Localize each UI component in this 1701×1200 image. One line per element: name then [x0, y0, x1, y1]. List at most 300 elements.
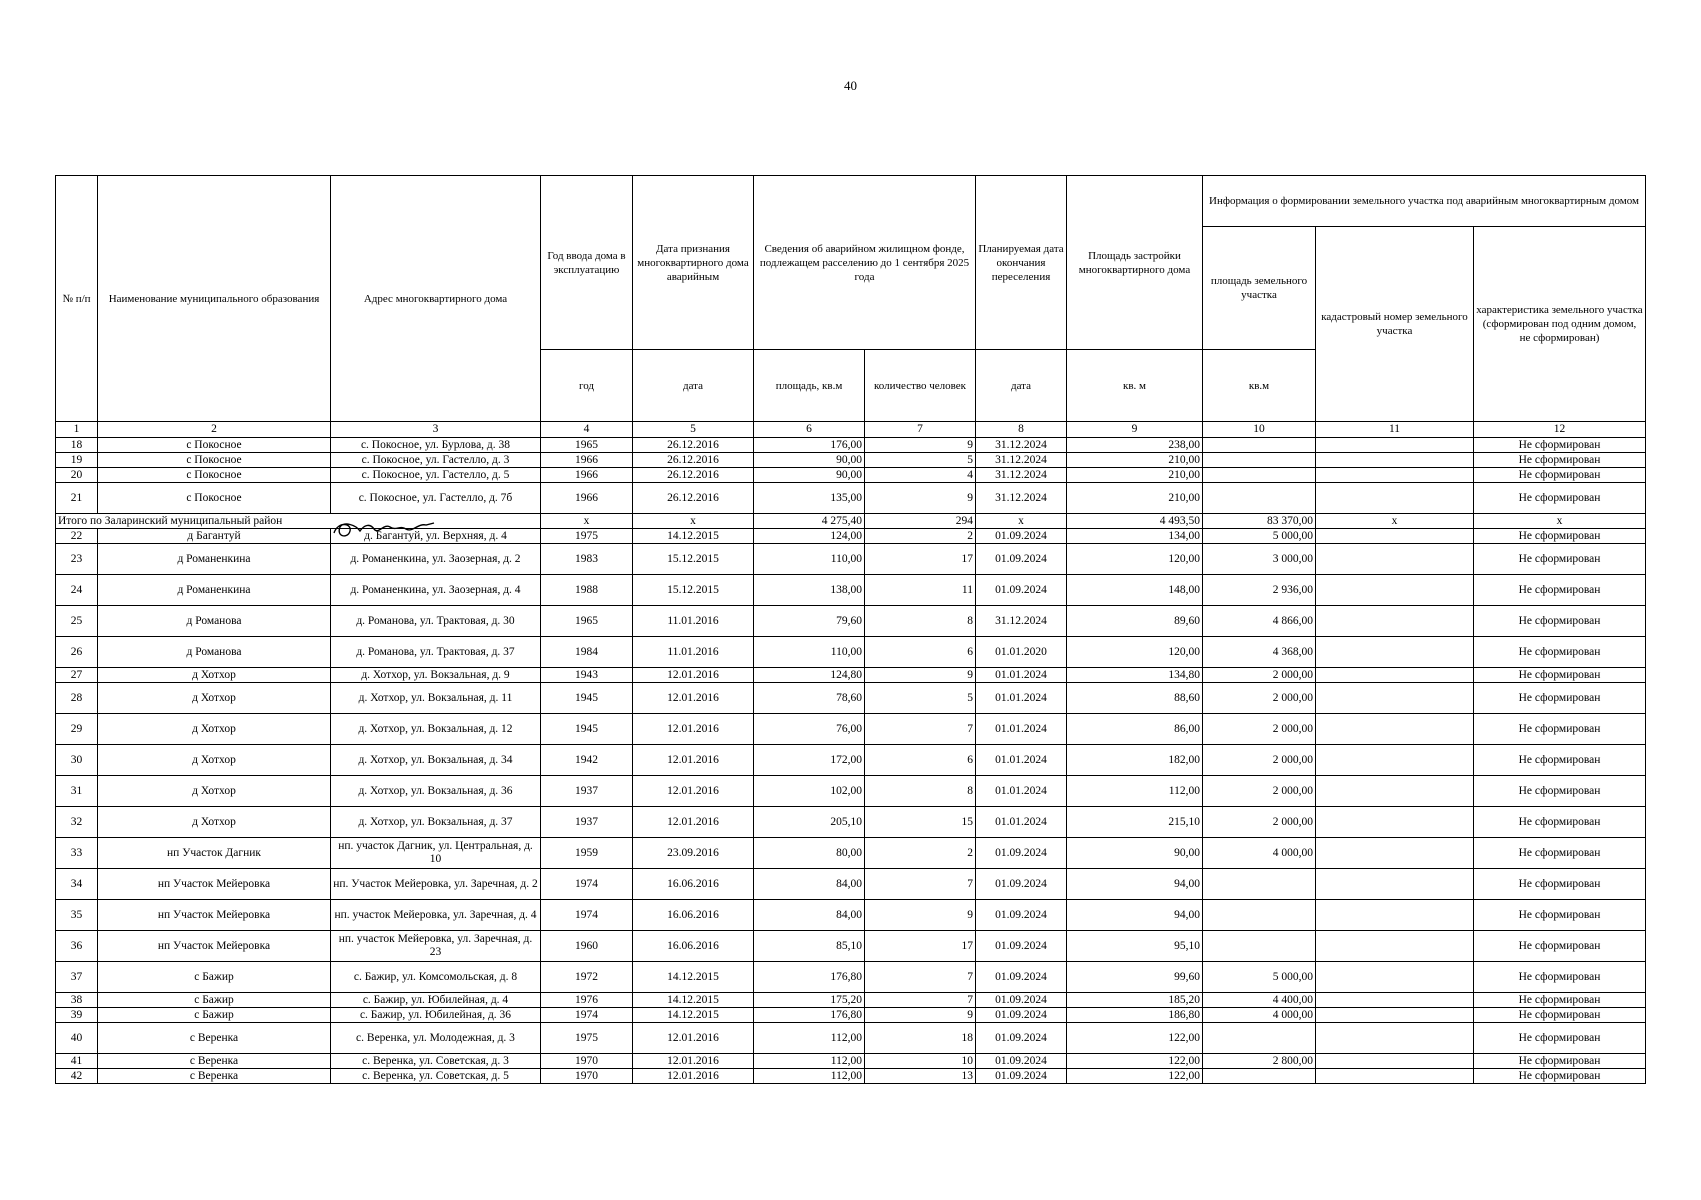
- cell-addr: д. Романова, ул. Трактовая, д. 30: [331, 606, 541, 637]
- cell-plan: 31.12.2024: [976, 468, 1067, 483]
- cell-area: 176,00: [754, 438, 865, 453]
- cell-n: 31: [56, 776, 98, 807]
- cell-plan: 01.09.2024: [976, 1069, 1067, 1084]
- cell-char: Не сформирован: [1474, 745, 1646, 776]
- cell-year: 1966: [541, 483, 633, 514]
- cell-people: 9: [865, 668, 976, 683]
- cell-plan: 01.09.2024: [976, 1023, 1067, 1054]
- cell-plan: 01.09.2024: [976, 529, 1067, 544]
- cell-date: 16.06.2016: [633, 900, 754, 931]
- cell-n: 38: [56, 993, 98, 1008]
- cell-year: 1988: [541, 575, 633, 606]
- cell-build: 122,00: [1067, 1023, 1203, 1054]
- cell-addr: с. Покосное, ул. Гастелло, д. 5: [331, 468, 541, 483]
- page-number: 40: [844, 78, 857, 93]
- cell-year: 1959: [541, 838, 633, 869]
- table-row: [56, 453, 1646, 468]
- cell-cad: [1316, 529, 1474, 544]
- cell-n: 18: [56, 438, 98, 453]
- cell-plan: 31.12.2024: [976, 483, 1067, 514]
- cell-cad: [1316, 714, 1474, 745]
- cell-date: 12.01.2016: [633, 683, 754, 714]
- cell-plan: 01.01.2024: [976, 683, 1067, 714]
- cell-char: Не сформирован: [1474, 931, 1646, 962]
- total-label: Итого по Заларинский муниципальный район: [56, 514, 541, 529]
- handwritten-signature: [330, 519, 450, 541]
- table-row: [56, 483, 1646, 514]
- cell-cad: [1316, 1054, 1474, 1069]
- cell-addr: д. Романенкина, ул. Заозерная, д. 4: [331, 575, 541, 606]
- table-row: [56, 714, 1646, 745]
- cell-plan: 01.09.2024: [976, 900, 1067, 931]
- cell-date: 12.01.2016: [633, 745, 754, 776]
- cell-build: 186,80: [1067, 1008, 1203, 1023]
- cell-plan: 01.09.2024: [976, 993, 1067, 1008]
- cell-cad: [1316, 993, 1474, 1008]
- table-row: [56, 869, 1646, 900]
- cell-people: 7: [865, 993, 976, 1008]
- cell-date: 14.12.2015: [633, 1008, 754, 1023]
- table-row: [56, 1054, 1646, 1069]
- cell-build: 120,00: [1067, 637, 1203, 668]
- table-row: [56, 544, 1646, 575]
- cell-build: 215,10: [1067, 807, 1203, 838]
- cell-char: Не сформирован: [1474, 1054, 1646, 1069]
- cell-people: 8: [865, 606, 976, 637]
- cell-year: 1937: [541, 807, 633, 838]
- cell-char: Не сформирован: [1474, 606, 1646, 637]
- cell-date: 12.01.2016: [633, 1023, 754, 1054]
- cell-char: x: [1474, 514, 1646, 529]
- cell-area: 4 275,40: [754, 514, 865, 529]
- cell-char: Не сформирован: [1474, 575, 1646, 606]
- cell-area: 205,10: [754, 807, 865, 838]
- cell-addr: д. Хотхор, ул. Вокзальная, д. 11: [331, 683, 541, 714]
- cell-n: 34: [56, 869, 98, 900]
- cell-area: 84,00: [754, 900, 865, 931]
- cell-n: 40: [56, 1023, 98, 1054]
- cell-char: Не сформирован: [1474, 683, 1646, 714]
- column-number: 6: [754, 422, 865, 438]
- column-number: 7: [865, 422, 976, 438]
- cell-year: 1975: [541, 1023, 633, 1054]
- cell-char: Не сформирован: [1474, 468, 1646, 483]
- cell-mun: нп Участок Мейеровка: [98, 869, 331, 900]
- cell-year: 1970: [541, 1069, 633, 1084]
- cell-plan: 01.01.2024: [976, 745, 1067, 776]
- cell-mun: д Багантуй: [98, 529, 331, 544]
- header-municipality: Наименование муниципального образования: [98, 176, 331, 422]
- cell-plan: 01.09.2024: [976, 575, 1067, 606]
- column-number: 8: [976, 422, 1067, 438]
- column-number: 10: [1203, 422, 1316, 438]
- cell-area: 112,00: [754, 1069, 865, 1084]
- cell-n: 25: [56, 606, 98, 637]
- cell-n: 36: [56, 931, 98, 962]
- cell-build: 90,00: [1067, 838, 1203, 869]
- cell-date: 26.12.2016: [633, 453, 754, 468]
- cell-plan: 01.09.2024: [976, 931, 1067, 962]
- cell-build: 185,20: [1067, 993, 1203, 1008]
- table-row: [56, 1023, 1646, 1054]
- cell-cad: [1316, 483, 1474, 514]
- cell-people: 2: [865, 838, 976, 869]
- cell-area: 176,80: [754, 1008, 865, 1023]
- table-row: [56, 776, 1646, 807]
- column-number: 9: [1067, 422, 1203, 438]
- cell-land: 4 368,00: [1203, 637, 1316, 668]
- table-row: [56, 900, 1646, 931]
- cell-area: 102,00: [754, 776, 865, 807]
- cell-people: 7: [865, 962, 976, 993]
- cell-land: 2 800,00: [1203, 1054, 1316, 1069]
- cell-people: 9: [865, 1008, 976, 1023]
- cell-land: 2 000,00: [1203, 668, 1316, 683]
- cell-people: 2: [865, 529, 976, 544]
- cell-cad: [1316, 575, 1474, 606]
- cell-people: 7: [865, 714, 976, 745]
- cell-n: 37: [56, 962, 98, 993]
- cell-addr: нп. участок Дагник, ул. Центральная, д. 10: [331, 838, 541, 869]
- cell-n: 23: [56, 544, 98, 575]
- cell-cad: [1316, 1008, 1474, 1023]
- table-row: [56, 931, 1646, 962]
- cell-date: 15.12.2015: [633, 544, 754, 575]
- cell-build: 99,60: [1067, 962, 1203, 993]
- cell-mun: нп Участок Мейеровка: [98, 900, 331, 931]
- cell-mun: с Покосное: [98, 483, 331, 514]
- table-row: [56, 637, 1646, 668]
- header-build-area: Площадь застройки многоквартирного дома: [1067, 176, 1203, 350]
- cell-area: 172,00: [754, 745, 865, 776]
- cell-addr: д. Хотхор, ул. Вокзальная, д. 9: [331, 668, 541, 683]
- cell-char: Не сформирован: [1474, 1023, 1646, 1054]
- table-row: [56, 575, 1646, 606]
- cell-build: 95,10: [1067, 931, 1203, 962]
- cell-addr: нп. участок Мейеровка, ул. Заречная, д. 4: [331, 900, 541, 931]
- cell-year: 1984: [541, 637, 633, 668]
- cell-land: [1203, 483, 1316, 514]
- cell-people: 7: [865, 869, 976, 900]
- cell-plan: 01.09.2024: [976, 869, 1067, 900]
- cell-date: 26.12.2016: [633, 483, 754, 514]
- cell-people: 6: [865, 637, 976, 668]
- table-row: [56, 993, 1646, 1008]
- cell-land: 5 000,00: [1203, 529, 1316, 544]
- cell-plan: 01.09.2024: [976, 962, 1067, 993]
- header-cadastral: кадастровый номер земельного участка: [1316, 227, 1474, 422]
- cell-people: 17: [865, 544, 976, 575]
- cell-year: 1974: [541, 1008, 633, 1023]
- cell-addr: нп. участок Мейеровка, ул. Заречная, д. 23: [331, 931, 541, 962]
- cell-build: 94,00: [1067, 869, 1203, 900]
- cell-n: 42: [56, 1069, 98, 1084]
- cell-char: Не сформирован: [1474, 544, 1646, 575]
- cell-cad: [1316, 745, 1474, 776]
- cell-date: 14.12.2015: [633, 962, 754, 993]
- cell-land: 3 000,00: [1203, 544, 1316, 575]
- unit-sqm: кв. м: [1067, 350, 1203, 422]
- cell-build: 89,60: [1067, 606, 1203, 637]
- cell-char: Не сформирован: [1474, 776, 1646, 807]
- cell-build: 120,00: [1067, 544, 1203, 575]
- cell-year: 1983: [541, 544, 633, 575]
- cell-build: 134,80: [1067, 668, 1203, 683]
- cell-plan: 01.01.2024: [976, 776, 1067, 807]
- cell-date: 16.06.2016: [633, 869, 754, 900]
- cell-char: Не сформирован: [1474, 714, 1646, 745]
- cell-year: 1975: [541, 529, 633, 544]
- cell-year: 1970: [541, 1054, 633, 1069]
- cell-year: 1965: [541, 438, 633, 453]
- cell-people: 294: [865, 514, 976, 529]
- cell-n: 24: [56, 575, 98, 606]
- cell-area: 85,10: [754, 931, 865, 962]
- cell-mun: д Хотхор: [98, 683, 331, 714]
- cell-year: 1943: [541, 668, 633, 683]
- cell-area: 78,60: [754, 683, 865, 714]
- cell-land: 4 866,00: [1203, 606, 1316, 637]
- cell-char: Не сформирован: [1474, 483, 1646, 514]
- cell-people: 9: [865, 483, 976, 514]
- cell-addr: с. Бажир, ул. Юбилейная, д. 36: [331, 1008, 541, 1023]
- cell-cad: [1316, 1069, 1474, 1084]
- cell-people: 6: [865, 745, 976, 776]
- cell-mun: с Веренка: [98, 1054, 331, 1069]
- cell-mun: д Романова: [98, 637, 331, 668]
- cell-people: 17: [865, 931, 976, 962]
- cell-char: Не сформирован: [1474, 838, 1646, 869]
- cell-mun: с Веренка: [98, 1023, 331, 1054]
- cell-area: 112,00: [754, 1054, 865, 1069]
- cell-people: 9: [865, 900, 976, 931]
- cell-year: 1960: [541, 931, 633, 962]
- cell-land: 2 000,00: [1203, 745, 1316, 776]
- cell-year: 1974: [541, 900, 633, 931]
- cell-people: 4: [865, 468, 976, 483]
- cell-area: 175,20: [754, 993, 865, 1008]
- cell-land: [1203, 453, 1316, 468]
- cell-people: 9: [865, 438, 976, 453]
- cell-cad: [1316, 1023, 1474, 1054]
- cell-date: 12.01.2016: [633, 776, 754, 807]
- cell-area: 76,00: [754, 714, 865, 745]
- cell-n: 39: [56, 1008, 98, 1023]
- cell-land: 2 000,00: [1203, 714, 1316, 745]
- emergency-housing-table: [55, 175, 1646, 1084]
- cell-char: Не сформирован: [1474, 1008, 1646, 1023]
- column-number: 2: [98, 422, 331, 438]
- cell-char: Не сформирован: [1474, 637, 1646, 668]
- cell-land: 2 936,00: [1203, 575, 1316, 606]
- cell-people: 10: [865, 1054, 976, 1069]
- cell-area: 176,80: [754, 962, 865, 993]
- cell-date: 14.12.2015: [633, 529, 754, 544]
- cell-plan: 01.09.2024: [976, 1054, 1067, 1069]
- cell-build: 134,00: [1067, 529, 1203, 544]
- cell-plan: 31.12.2024: [976, 453, 1067, 468]
- table-row: [56, 683, 1646, 714]
- cell-people: 5: [865, 683, 976, 714]
- cell-n: 33: [56, 838, 98, 869]
- cell-area: 90,00: [754, 468, 865, 483]
- header-land-info: Информация о формировании земельного участка под аварийным многоквартирным домом: [1203, 176, 1646, 227]
- cell-addr: нп. Участок Мейеровка, ул. Заречная, д. 2: [331, 869, 541, 900]
- cell-build: 182,00: [1067, 745, 1203, 776]
- cell-area: 112,00: [754, 1023, 865, 1054]
- cell-n: 22: [56, 529, 98, 544]
- cell-cad: [1316, 683, 1474, 714]
- cell-cad: [1316, 931, 1474, 962]
- cell-plan: 01.09.2024: [976, 838, 1067, 869]
- cell-addr: с. Бажир, ул. Юбилейная, д. 4: [331, 993, 541, 1008]
- cell-cad: [1316, 606, 1474, 637]
- cell-mun: д Хотхор: [98, 745, 331, 776]
- cell-addr: с. Веренка, ул. Советская, д. 5: [331, 1069, 541, 1084]
- cell-date: 26.12.2016: [633, 438, 754, 453]
- cell-mun: д Романенкина: [98, 575, 331, 606]
- column-number: 11: [1316, 422, 1474, 438]
- cell-mun: с Бажир: [98, 962, 331, 993]
- cell-year: 1972: [541, 962, 633, 993]
- cell-mun: с Бажир: [98, 1008, 331, 1023]
- cell-area: 110,00: [754, 637, 865, 668]
- cell-plan: 01.09.2024: [976, 544, 1067, 575]
- cell-land: 5 000,00: [1203, 962, 1316, 993]
- cell-n: 41: [56, 1054, 98, 1069]
- cell-people: 18: [865, 1023, 976, 1054]
- cell-build: 148,00: [1067, 575, 1203, 606]
- cell-date: 12.01.2016: [633, 1069, 754, 1084]
- cell-build: 112,00: [1067, 776, 1203, 807]
- cell-year: 1965: [541, 606, 633, 637]
- cell-cad: [1316, 668, 1474, 683]
- cell-addr: д. Хотхор, ул. Вокзальная, д. 12: [331, 714, 541, 745]
- cell-build: 238,00: [1067, 438, 1203, 453]
- cell-land: 4 000,00: [1203, 1008, 1316, 1023]
- cell-year: 1974: [541, 869, 633, 900]
- cell-year: 1945: [541, 683, 633, 714]
- cell-build: 210,00: [1067, 483, 1203, 514]
- unit-people: количество человек: [865, 350, 976, 422]
- table-row: [56, 838, 1646, 869]
- cell-cad: [1316, 544, 1474, 575]
- cell-build: 88,60: [1067, 683, 1203, 714]
- cell-land: [1203, 869, 1316, 900]
- cell-people: 15: [865, 807, 976, 838]
- cell-mun: с Бажир: [98, 993, 331, 1008]
- cell-area: 135,00: [754, 483, 865, 514]
- cell-plan: 01.01.2024: [976, 807, 1067, 838]
- cell-mun: д Хотхор: [98, 776, 331, 807]
- cell-cad: [1316, 962, 1474, 993]
- cell-mun: д Хотхор: [98, 668, 331, 683]
- cell-date: 12.01.2016: [633, 668, 754, 683]
- cell-n: 28: [56, 683, 98, 714]
- cell-cad: [1316, 838, 1474, 869]
- cell-mun: с Покосное: [98, 468, 331, 483]
- column-number: 12: [1474, 422, 1646, 438]
- cell-build: 210,00: [1067, 453, 1203, 468]
- cell-addr: д. Романова, ул. Трактовая, д. 37: [331, 637, 541, 668]
- cell-build: 86,00: [1067, 714, 1203, 745]
- cell-addr: с. Покосное, ул. Бурлова, д. 38: [331, 438, 541, 453]
- cell-char: Не сформирован: [1474, 529, 1646, 544]
- cell-year: 1976: [541, 993, 633, 1008]
- cell-plan: 01.01.2024: [976, 714, 1067, 745]
- cell-people: 11: [865, 575, 976, 606]
- cell-land: 83 370,00: [1203, 514, 1316, 529]
- cell-n: 19: [56, 453, 98, 468]
- header-year-intro: Год ввода дома в эксплуатацию: [541, 176, 633, 350]
- cell-n: 26: [56, 637, 98, 668]
- header-date-recognition: Дата признания многоквартирного дома аварийным: [633, 176, 754, 350]
- cell-cad: [1316, 438, 1474, 453]
- cell-n: 32: [56, 807, 98, 838]
- cell-build: 122,00: [1067, 1054, 1203, 1069]
- header-land-area: площадь земельного участка: [1203, 227, 1316, 350]
- table-row: [56, 1069, 1646, 1084]
- cell-char: Не сформирован: [1474, 668, 1646, 683]
- unit-sqm2: кв.м: [1203, 350, 1316, 422]
- cell-land: [1203, 900, 1316, 931]
- cell-area: 138,00: [754, 575, 865, 606]
- cell-n: 20: [56, 468, 98, 483]
- cell-area: 79,60: [754, 606, 865, 637]
- table-row: [56, 1008, 1646, 1023]
- cell-people: 13: [865, 1069, 976, 1084]
- unit-date2: дата: [976, 350, 1067, 422]
- cell-mun: д Хотхор: [98, 714, 331, 745]
- cell-land: 2 000,00: [1203, 807, 1316, 838]
- cell-addr: д. Хотхор, ул. Вокзальная, д. 37: [331, 807, 541, 838]
- cell-date: 12.01.2016: [633, 807, 754, 838]
- cell-addr: д. Хотхор, ул. Вокзальная, д. 36: [331, 776, 541, 807]
- cell-mun: д Романова: [98, 606, 331, 637]
- cell-char: Не сформирован: [1474, 453, 1646, 468]
- unit-area: площадь, кв.м: [754, 350, 865, 422]
- cell-plan: 01.09.2024: [976, 1008, 1067, 1023]
- cell-build: 4 493,50: [1067, 514, 1203, 529]
- cell-land: [1203, 1069, 1316, 1084]
- cell-mun: нп Участок Дагник: [98, 838, 331, 869]
- cell-n: 30: [56, 745, 98, 776]
- header-address: Адрес многоквартирного дома: [331, 176, 541, 422]
- unit-year: год: [541, 350, 633, 422]
- table-row: [56, 529, 1646, 544]
- cell-plan: 31.12.2024: [976, 606, 1067, 637]
- column-number: 5: [633, 422, 754, 438]
- cell-char: Не сформирован: [1474, 807, 1646, 838]
- cell-year: 1966: [541, 453, 633, 468]
- cell-cad: [1316, 637, 1474, 668]
- cell-char: Не сформирован: [1474, 438, 1646, 453]
- cell-mun: с Веренка: [98, 1069, 331, 1084]
- cell-char: Не сформирован: [1474, 900, 1646, 931]
- column-number: 3: [331, 422, 541, 438]
- cell-char: Не сформирован: [1474, 993, 1646, 1008]
- cell-plan: 31.12.2024: [976, 438, 1067, 453]
- cell-plan: 01.01.2024: [976, 668, 1067, 683]
- cell-addr: д. Хотхор, ул. Вокзальная, д. 34: [331, 745, 541, 776]
- cell-date: 15.12.2015: [633, 575, 754, 606]
- cell-build: 122,00: [1067, 1069, 1203, 1084]
- cell-n: 29: [56, 714, 98, 745]
- cell-land: 4 000,00: [1203, 838, 1316, 869]
- cell-cad: [1316, 807, 1474, 838]
- cell-land: [1203, 438, 1316, 453]
- cell-people: 5: [865, 453, 976, 468]
